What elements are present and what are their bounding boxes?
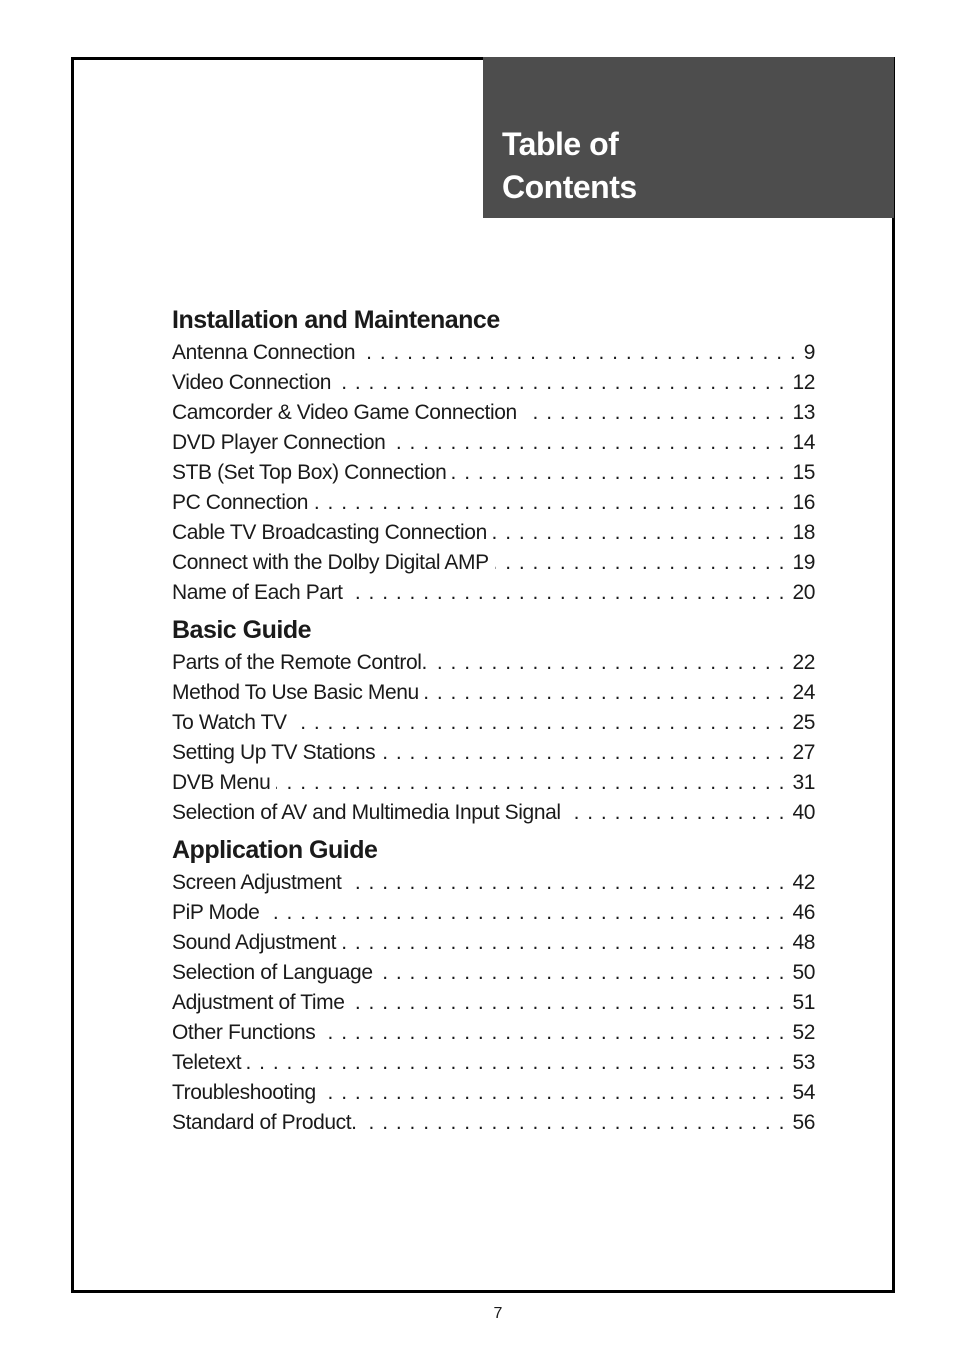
dot-leader — [567, 798, 785, 828]
toc-entry[interactable] — [172, 988, 815, 1018]
toc-entry-label: Setting Up TV Stations — [172, 741, 376, 764]
toc-entry[interactable] — [172, 578, 815, 608]
toc-entry-label: Screen Adjustment — [172, 871, 342, 894]
toc-entry-label: Name of Each Part — [172, 581, 343, 604]
toc-entry-label: Camcorder & Video Game Connection — [172, 401, 517, 424]
dot-leader — [493, 518, 785, 548]
toc-entry-label: Troubleshooting — [172, 1081, 316, 1104]
dot-leader — [425, 678, 785, 708]
toc-entry[interactable] — [172, 928, 815, 958]
toc-entry[interactable] — [172, 958, 815, 988]
toc-entry[interactable] — [172, 518, 815, 548]
toc-entry-page: 18 — [792, 521, 815, 544]
dot-leader — [314, 488, 784, 518]
toc-entry-label: Video Connection — [172, 371, 332, 394]
toc-entry-label: Connect with the Dolby Digital AMP — [172, 551, 489, 574]
dot-leader — [452, 458, 784, 488]
toc-entry[interactable] — [172, 368, 815, 398]
toc-entry-label: Method To Use Basic Menu — [172, 681, 419, 704]
toc-entry-label: Adjustment of Time — [172, 991, 345, 1014]
toc-entry[interactable] — [172, 768, 815, 798]
dot-leader — [381, 738, 784, 768]
toc-entry[interactable] — [172, 1048, 815, 1078]
toc-entry-page: 48 — [792, 931, 815, 954]
dot-leader — [347, 868, 784, 898]
dot-leader — [265, 898, 784, 928]
toc-entry[interactable] — [172, 1018, 815, 1048]
toc-entry-label: Parts of the Remote Control. — [172, 651, 427, 674]
toc-section — [172, 302, 815, 608]
toc-entry-page: 56 — [792, 1111, 815, 1134]
title-block — [483, 57, 894, 218]
toc-entry[interactable] — [172, 548, 815, 578]
toc-entry[interactable] — [172, 868, 815, 898]
toc-entry-label: PC Connection — [172, 491, 309, 514]
toc-entry-page: 15 — [792, 461, 815, 484]
toc-entry[interactable] — [172, 1078, 815, 1108]
toc-entry-page: 22 — [792, 651, 815, 674]
section-heading: Application Guide — [172, 836, 378, 864]
toc-entry-page: 19 — [792, 551, 815, 574]
toc-entry-page: 31 — [792, 771, 815, 794]
toc-entry-label: Other Functions — [172, 1021, 316, 1044]
dot-leader — [363, 1108, 785, 1138]
dot-leader — [391, 428, 784, 458]
toc-entry-page: 20 — [792, 581, 815, 604]
dot-leader — [337, 368, 784, 398]
toc-entry[interactable] — [172, 1108, 815, 1138]
toc-section — [172, 832, 815, 1138]
page-number: 7 — [493, 1305, 503, 1322]
toc-entry-page: 42 — [792, 871, 815, 894]
toc-entry-label: Teletext — [172, 1051, 242, 1074]
toc-entry-page: 25 — [792, 711, 815, 734]
toc-entry[interactable] — [172, 488, 815, 518]
toc-entry-page: 51 — [792, 991, 815, 1014]
toc-entry-page: 40 — [792, 801, 815, 824]
toc-entry[interactable] — [172, 648, 815, 678]
toc-entry-label: To Watch TV — [172, 711, 287, 734]
toc-entry-page: 52 — [792, 1021, 815, 1044]
page-title-line-2: Contents — [502, 169, 637, 205]
dot-leader — [342, 928, 784, 958]
toc-entry-label: Standard of Product. — [172, 1111, 357, 1134]
toc-entry[interactable] — [172, 458, 815, 488]
dot-leader — [321, 1018, 784, 1048]
dot-leader — [523, 398, 785, 428]
toc-entry-label: DVB Menu — [172, 771, 271, 794]
dot-leader — [433, 648, 785, 678]
toc-entry[interactable] — [172, 708, 815, 738]
toc-entry[interactable] — [172, 678, 815, 708]
toc-entry-page: 9 — [803, 341, 815, 364]
page-title — [502, 123, 637, 209]
toc-entry-label: Antenna Connection — [172, 341, 356, 364]
toc-entry-label: Sound Adjustment — [172, 931, 337, 954]
dot-leader — [349, 578, 785, 608]
toc-entry-page: 14 — [792, 431, 815, 454]
toc-entry-label: STB (Set Top Box) Connection — [172, 461, 447, 484]
toc-entry[interactable] — [172, 898, 815, 928]
page-title-line-1: Table of — [502, 126, 619, 162]
toc-entry-page: 16 — [792, 491, 815, 514]
toc-entry-page: 24 — [792, 681, 815, 704]
toc-entry-page: 53 — [792, 1051, 815, 1074]
toc-entry[interactable] — [172, 428, 815, 458]
dot-leader — [379, 958, 785, 988]
section-heading: Installation and Maintenance — [172, 306, 500, 334]
toc-entry-page: 46 — [792, 901, 815, 924]
dot-leader — [293, 708, 785, 738]
toc-entry[interactable] — [172, 338, 815, 368]
dot-leader — [361, 338, 796, 368]
toc-entry-page: 13 — [792, 401, 815, 424]
toc-section — [172, 612, 815, 828]
toc-entry-label: DVD Player Connection — [172, 431, 386, 454]
toc-entry[interactable] — [172, 398, 815, 428]
toc-entry-page: 12 — [792, 371, 815, 394]
dot-leader — [247, 1048, 784, 1078]
toc-entry-page: 54 — [792, 1081, 815, 1104]
toc-entry-page: 27 — [792, 741, 815, 764]
toc-entry[interactable] — [172, 798, 815, 828]
toc-entry-label: Selection of AV and Multimedia Input Signal — [172, 801, 561, 824]
table-of-contents — [172, 302, 815, 1138]
dot-leader — [351, 988, 785, 1018]
toc-entry[interactable] — [172, 738, 815, 768]
toc-entry-label: Cable TV Broadcasting Connection — [172, 521, 487, 544]
toc-entry-label: PiP Mode — [172, 901, 260, 924]
section-heading: Basic Guide — [172, 616, 311, 644]
dot-leader — [495, 548, 785, 578]
dot-leader — [322, 1078, 785, 1108]
dot-leader — [276, 768, 784, 798]
toc-entry-page: 50 — [792, 961, 815, 984]
toc-entry-label: Selection of Language — [172, 961, 373, 984]
